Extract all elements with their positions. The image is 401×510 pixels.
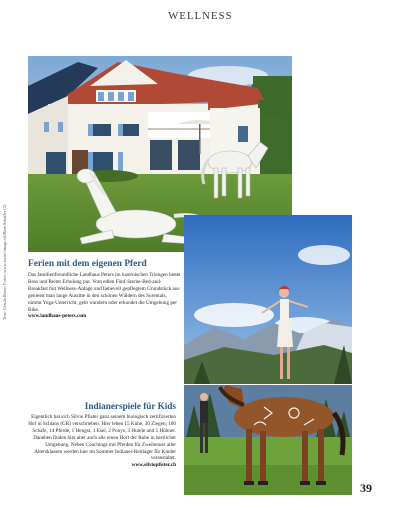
article-horse-holidays: [28, 259, 181, 320]
article-link[interactable]: www.silviopfister.ch: [131, 462, 176, 469]
article-title: Indianerspiele für Kids: [84, 401, 176, 411]
article-title: Ferien mit dem eigenen Pferd: [28, 259, 147, 269]
girl-on-horse-photo: [184, 215, 352, 384]
girl-on-horse-illustration: [184, 215, 352, 384]
article-body-text: Eigentlich hat sich Silvio Pfister ganz seinem biologisch zertifizierten Hof in Schlans (GR) verschrieben. Hier leben 15 Kühe, 30 Ziegen, 100 Schafe, 14 Pferde, 1 Hengst, 1 Esel, 2 Ponys, 3 Hunde und 5 Hühner. Daneben finden hier aber auch alle einen Hort der Ruhe in herrlicher Umgebung. Neben Coachings mit Pferden für Zweibeiner aller Altersklassen werden hier im Sommer Indianer-Reitlager für Kinder veranstaltet.: [28, 414, 176, 462]
page-number: 39: [360, 481, 372, 495]
article-body: [28, 414, 352, 469]
article-body: [28, 272, 181, 320]
article-body-text: Das familienfreundliche Landhaus Peters im luzernischen Triengen bietet Ross und Reiter Erholung pur. Vom edlen Fünf-Sterne-Bed-and-Breakfast mit Wellness-Anlage und liebevoll gepflegtem Grundstück aus geniesst man lange Ausritte in den schönen Wäldern des Surentals, nimmt Yoga-Unterricht, geht wandern oder erkundet die Umgebung per Bike.: [28, 272, 181, 313]
article-link[interactable]: www.landhaus-peters.com: [28, 313, 87, 320]
photo-credit: Text: Ursula Borer; Fotos: www.swiss-image.ch/Beat Schaller (2): [2, 204, 7, 320]
section-header: WELLNESS: [168, 11, 233, 22]
article-indian-games: [28, 401, 352, 469]
